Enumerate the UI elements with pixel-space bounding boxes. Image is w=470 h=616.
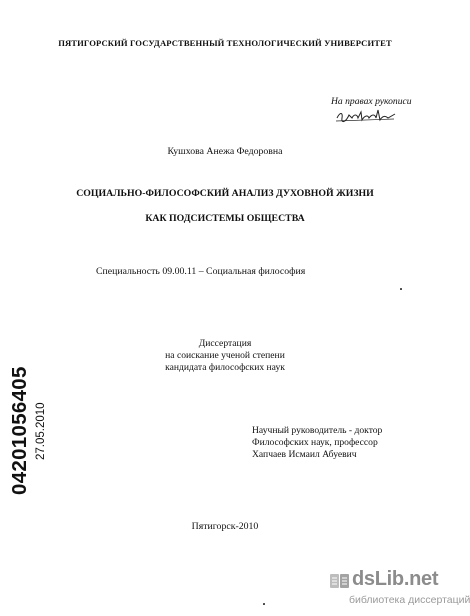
dissertation-title-line-1: СОЦИАЛЬНО-ФИЛОСОФСКИЙ АНАЛИЗ ДУХОВНОЙ ЖИЗНИ bbox=[76, 188, 374, 199]
scan-speck bbox=[400, 288, 402, 290]
author-name: Кушхова Анежа Федоровна bbox=[167, 146, 283, 157]
archive-stamp-number: 04201056405 bbox=[8, 366, 31, 495]
watermark-tagline: библиотека диссертаций bbox=[349, 594, 470, 606]
university-name: ПЯТИГОРСКИЙ ГОСУДАРСТВЕННЫЙ ТЕХНОЛОГИЧЕСКИЙ УНИВЕРСИТЕТ bbox=[58, 38, 392, 48]
dslib-logo-icon bbox=[329, 571, 351, 591]
advisor-line: Хапчаев Исмаил Абуевич bbox=[252, 449, 357, 460]
specialty-line: Специальность 09.00.11 – Социальная философия bbox=[96, 266, 306, 277]
manuscript-rights-label: На правах рукописи bbox=[331, 96, 412, 107]
dissertation-degree-block bbox=[0, 338, 450, 374]
advisor-line: Научный руководитель - доктор bbox=[252, 425, 383, 436]
archive-stamp-date: 27.05.2010 bbox=[35, 402, 47, 460]
degree-line: на соискание ученой степени bbox=[165, 350, 285, 361]
degree-line: кандидата философских наук bbox=[165, 362, 285, 373]
watermark-brand[interactable]: dsLib.net bbox=[352, 568, 439, 590]
scan-speck bbox=[263, 603, 265, 605]
city-year: Пятигорск-2010 bbox=[191, 521, 259, 532]
degree-line: Диссертация bbox=[198, 338, 252, 349]
dissertation-title-line-2: КАК ПОДСИСТЕМЫ ОБЩЕСТВА bbox=[145, 213, 305, 224]
handwritten-signature bbox=[334, 106, 398, 126]
advisor-block bbox=[252, 425, 382, 461]
advisor-line: Философских наук, профессор bbox=[252, 437, 378, 448]
